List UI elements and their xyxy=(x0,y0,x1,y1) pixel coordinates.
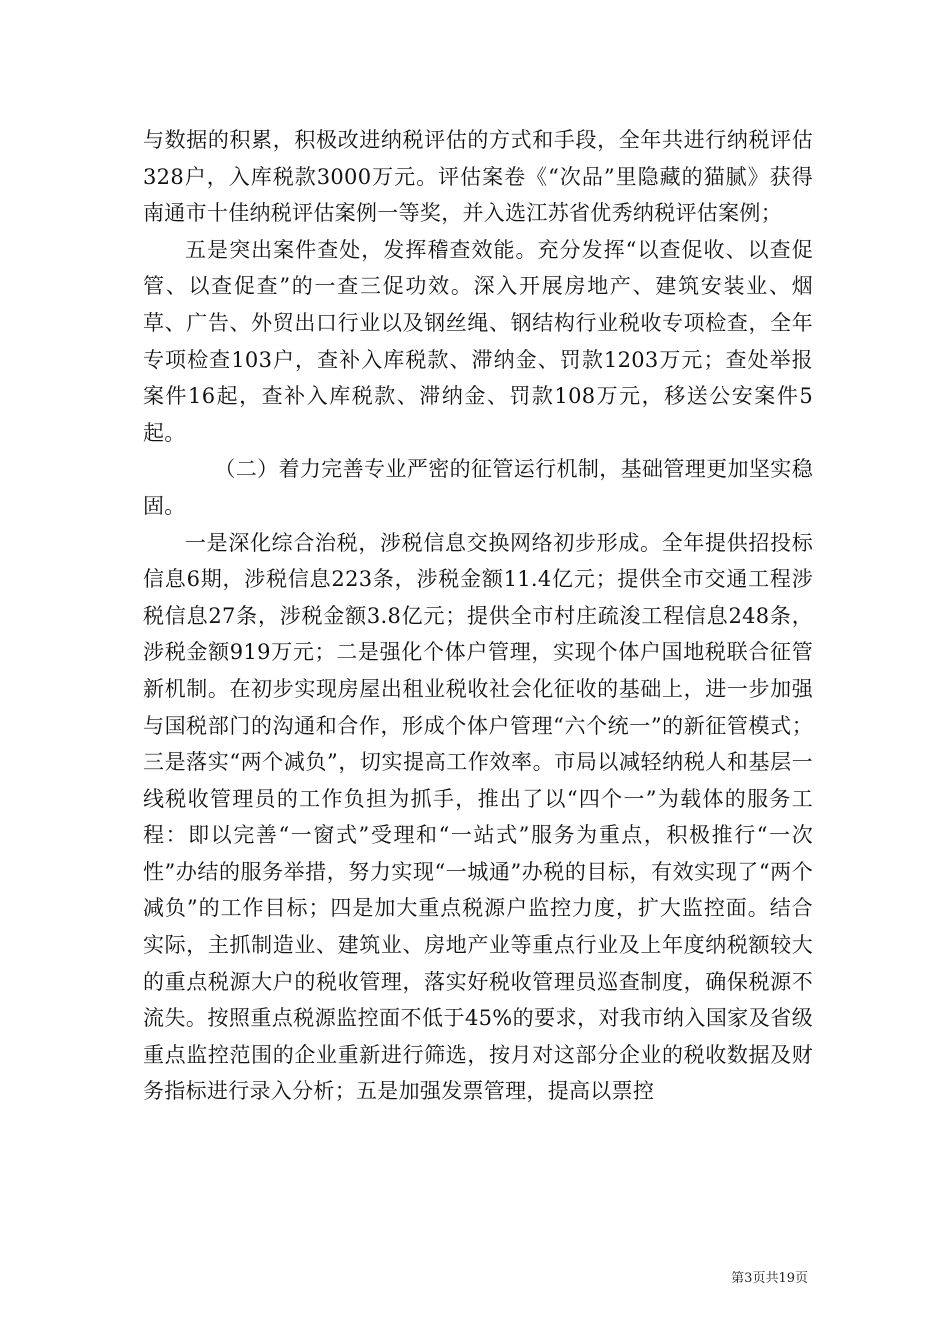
paragraph-case-investigation: 五是突出案件查处，发挥稽查效能。充分发挥“以查促收、以查促管、以查促查”的一查三促功效。深入开展房地产、建筑安装业、烟草、广告、外贸出口行业以及钢丝绳、钢结构行业税收专项检查，全年专项检查103户，查补入库税款、滞纳金、罚款1203万元；查处举报案件16起，查补入库税款、滞纳金、罚款108万元，移送公安案件5起。 xyxy=(143,237,813,445)
page-number: 第3页共19页 xyxy=(731,1271,808,1286)
page-footer xyxy=(0,1271,950,1287)
document-body xyxy=(143,122,813,1110)
paragraph-comprehensive-tax-governance: 一是深化综合治税，涉税信息交换网络初步形成。全年提供招投标信息6期，涉税信息223条，涉税金额11.4亿元；提供全市交通工程涉税信息27条，涉税金额3.8亿元；提供全市村庄疏浚工程信息248条，涉税金额919万元；二是强化个体户管理，实现个体户国地税联合征管新机制。在初步实现房屋出租业税收社会化征收的基础上，进一步加强与国税部门的沟通和合作，形成个体户管理“六个统一”的新征管模式；三是落实“两个减负”，切实提高工作效率。市局以减轻纳税人和基层一线税收管理员的工作负担为抓手，推出了以“四个一”为载体的服务工程：即以完善“一窗式”受理和“一站式”服务为重点，积极推行“一次性”办结的服务举措，努力实现“一城通”办税的目标，有效实现了“两个减负”的工作目标；四是加大重点税源户监控力度，扩大监控面。结合实际，主抓制造业、建筑业、房地产业等重点行业及上年度纳税额较大的重点税源大户的税收管理，落实好税收管理员巡查制度，确保税源不流失。按照重点税源监控面不低于45%的要求，对我市纳入国家及省级重点监控范围的企业重新进行筛选，按月对这部分企业的税收数据及财务指标进行录入分析；五是加强发票管理，提高以票控 xyxy=(143,530,813,1104)
paragraph-evaluation-continued: 与数据的积累，积极改进纳税评估的方式和手段，全年共进行纳税评估328户，入库税款3000万元。评估案卷《“次品”里隐藏的猫腻》获得南通市十佳纳税评估案例一等奖，并入选江苏省优秀纳税评估案例； xyxy=(143,128,813,226)
section-heading-collection-mechanism: （二）着力完善专业严密的征管运行机制，基础管理更加坚实稳固。 xyxy=(143,457,813,518)
